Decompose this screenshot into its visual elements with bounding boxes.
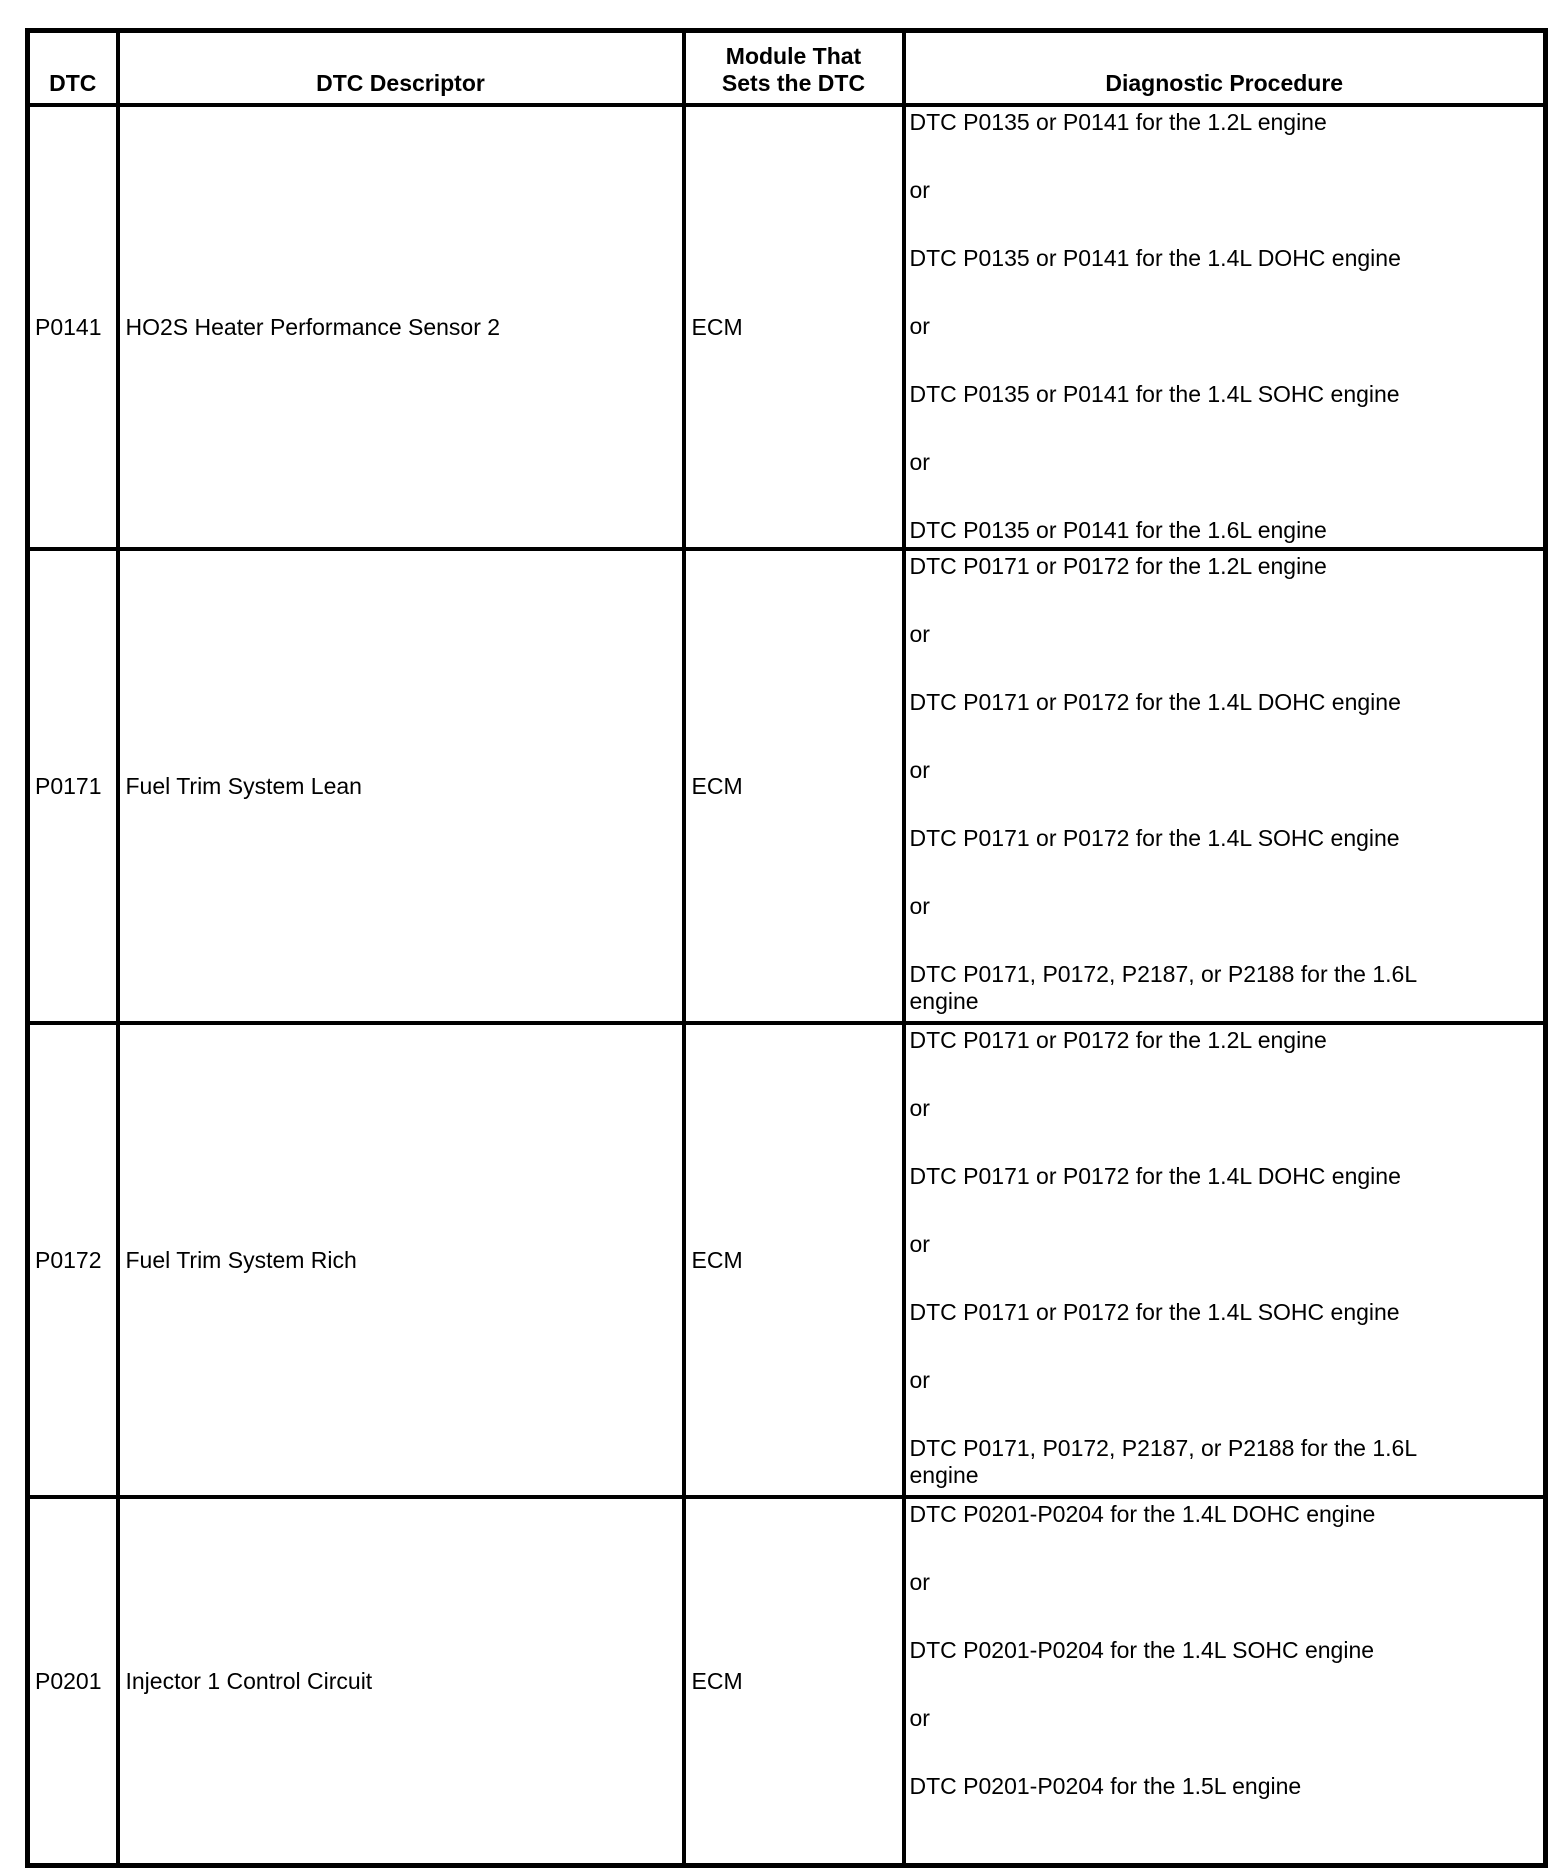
dtc-table: [25, 28, 1548, 1868]
dtc-descriptor: HO2S Heater Performance Sensor 2: [118, 105, 684, 549]
dtc-descriptor: Fuel Trim System Rich: [118, 1023, 684, 1497]
table-row: [28, 1497, 1546, 1866]
module-name: ECM: [684, 549, 904, 1023]
module-name: ECM: [684, 105, 904, 549]
procedure-or: or: [909, 449, 930, 475]
module-name: ECM: [684, 1497, 904, 1866]
procedure-or: or: [909, 757, 930, 783]
header-dtc: DTC: [28, 31, 118, 106]
dtc-descriptor: Injector 1 Control Circuit: [118, 1497, 684, 1866]
procedure-or: or: [909, 893, 930, 919]
header-descriptor: DTC Descriptor: [118, 31, 684, 106]
header-row: [28, 31, 1546, 106]
procedure-link[interactable]: DTC P0171, P0172, P2187, or P2188 for the 1.6L engine: [909, 1435, 1417, 1488]
procedure-link[interactable]: DTC P0201-P0204 for the 1.4L SOHC engine: [909, 1637, 1375, 1663]
dtc-code: P0171: [28, 549, 118, 1023]
procedure-link[interactable]: DTC P0135 or P0141 for the 1.4L SOHC engine: [909, 381, 1400, 407]
table-row: [28, 1023, 1546, 1497]
procedure-or: or: [909, 1705, 930, 1731]
procedure-or: or: [909, 177, 930, 203]
header-procedure: Diagnostic Procedure: [904, 31, 1546, 106]
procedure-link[interactable]: DTC P0135 or P0141 for the 1.2L engine: [909, 109, 1327, 135]
procedure-link[interactable]: DTC P0171 or P0172 for the 1.2L engine: [909, 1027, 1327, 1053]
procedure-link[interactable]: DTC P0171, P0172, P2187, or P2188 for the 1.6L engine: [909, 961, 1417, 1014]
procedure-link[interactable]: DTC P0171 or P0172 for the 1.2L engine: [909, 553, 1327, 579]
procedure-or: or: [909, 1569, 930, 1595]
procedure-link[interactable]: DTC P0171 or P0172 for the 1.4L DOHC engine: [909, 689, 1401, 715]
procedure-or: or: [909, 1367, 930, 1393]
procedure-link[interactable]: DTC P0135 or P0141 for the 1.6L engine: [909, 517, 1327, 543]
dtc-code: P0201: [28, 1497, 118, 1866]
header-module-line1: Module That: [725, 43, 862, 69]
module-name: ECM: [684, 1023, 904, 1497]
procedure-link[interactable]: DTC P0171 or P0172 for the 1.4L DOHC engine: [909, 1163, 1401, 1189]
dtc-code: P0141: [28, 105, 118, 549]
diagnostic-procedure: [904, 105, 1546, 549]
table-row: [28, 105, 1546, 549]
procedure-or: or: [909, 1095, 930, 1121]
procedure-or: or: [909, 313, 930, 339]
procedure-link[interactable]: DTC P0135 or P0141 for the 1.4L DOHC engine: [909, 245, 1401, 271]
diagnostic-procedure: [904, 1023, 1546, 1497]
procedure-or: or: [909, 1231, 930, 1257]
diagnostic-procedure: [904, 1497, 1546, 1866]
header-module-line2: Sets the DTC: [721, 70, 866, 96]
dtc-descriptor: Fuel Trim System Lean: [118, 549, 684, 1023]
procedure-link[interactable]: DTC P0201-P0204 for the 1.5L engine: [909, 1773, 1302, 1799]
procedure-or: or: [909, 621, 930, 647]
diagnostic-procedure: [904, 549, 1546, 1023]
table-row: [28, 549, 1546, 1023]
header-module: [684, 31, 904, 106]
procedure-link[interactable]: DTC P0171 or P0172 for the 1.4L SOHC engine: [909, 1299, 1400, 1325]
procedure-link[interactable]: DTC P0201-P0204 for the 1.4L DOHC engine: [909, 1501, 1376, 1527]
procedure-link[interactable]: DTC P0171 or P0172 for the 1.4L SOHC engine: [909, 825, 1400, 851]
dtc-code: P0172: [28, 1023, 118, 1497]
